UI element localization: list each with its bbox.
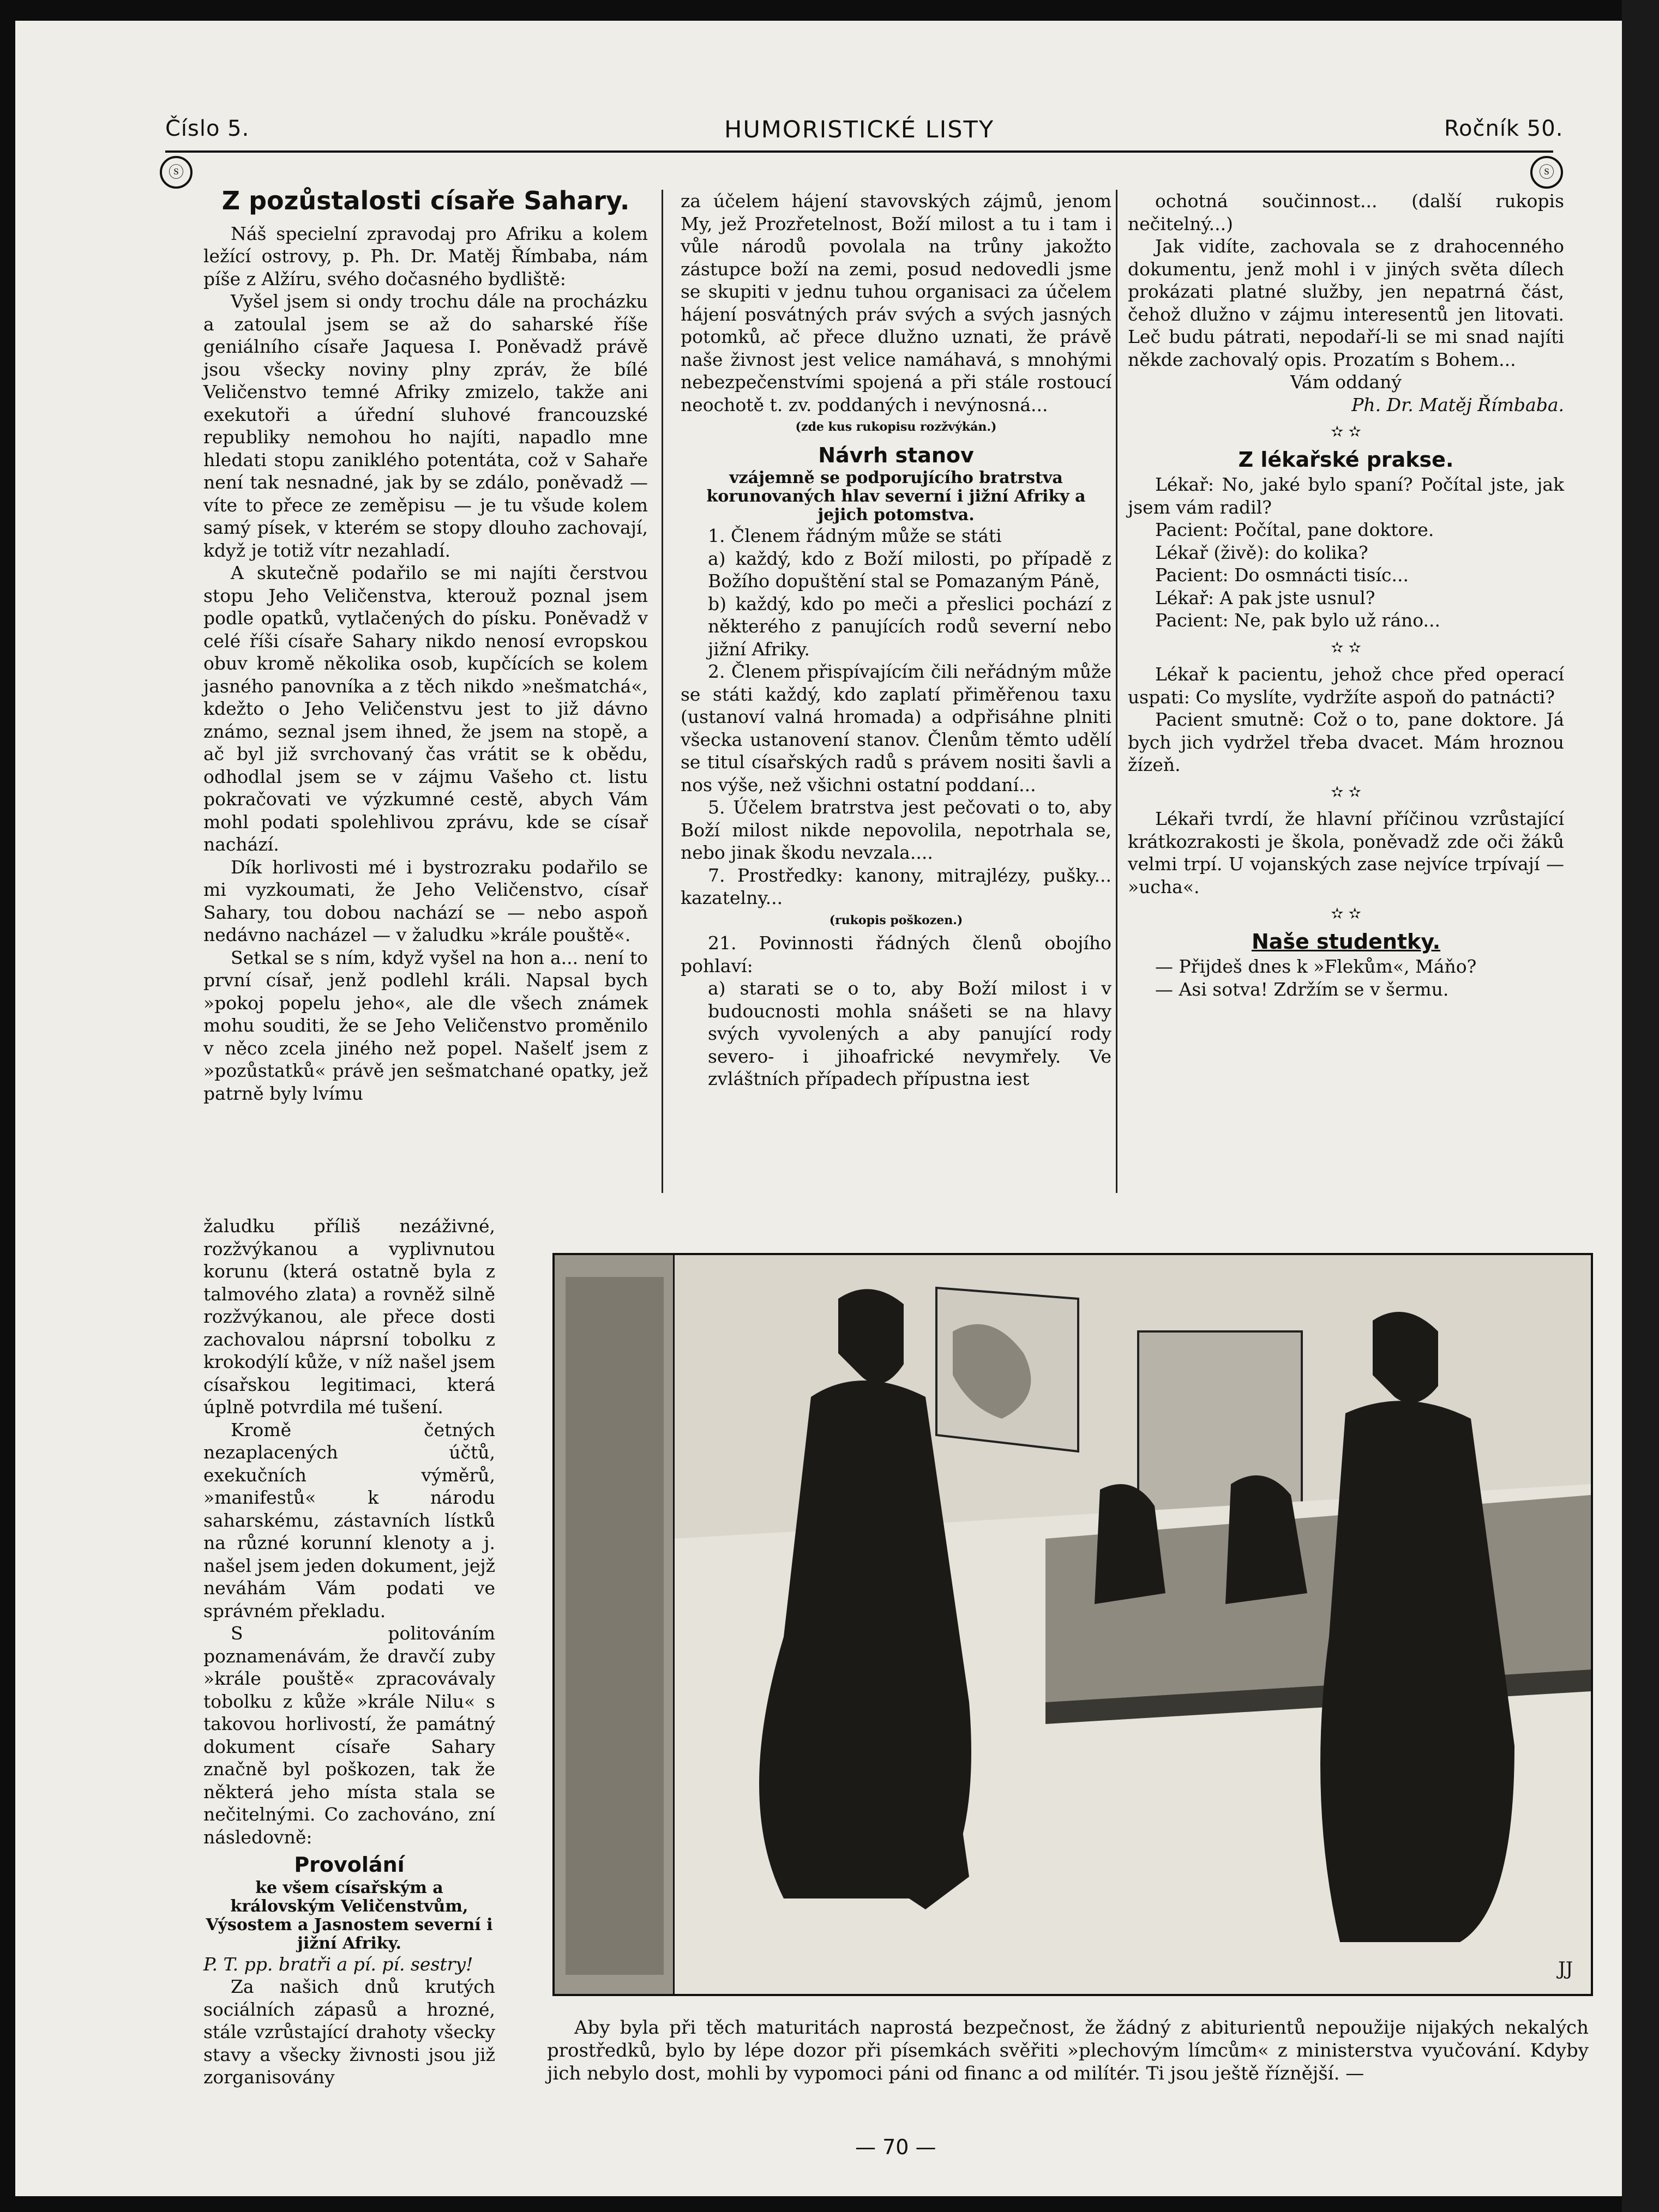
ornament-left-icon: ⓢ	[160, 156, 193, 189]
students-title: Naše studentky.	[1251, 929, 1441, 954]
proclamation-subtitle: ke všem císařským a královským Veličenstvům, Výsostem a Jasnostem severní i jižní Afriky.	[206, 1878, 493, 1953]
article-paragraph: A skutečně podařilo se mi najíti čerstvou stopu Jeho Veličenstva, kterouž poznal jsem podle opatků, vytlačených do písku. Poněvadž v celé říši císaře Sahary nikdo nenosí evropskou obuv kromě několika osob, kupčících se kolem jasného panovníka a z těch nikdo »nešmatchá«, kdežto o Jeho Veličenstvu jest to již dávno známo, seznal jsem ihned, že jsem na stopě, a ač byl již svrchovaný čas vrátit se k obědu, odhodlal jsem se v zájmu Vašeho ct. listu pokračovati ve výzkumné cestě, abych Vám mohl podati spolehlivou zprávu, kde se císař nachází.	[203, 562, 648, 855]
dialogue-line: Pacient: Počítal, pane doktore.	[1155, 519, 1434, 540]
volume-number: Ročník 50.	[1444, 116, 1564, 141]
proclamation-greeting: P. T. pp. bratři a pí. pí. sestry!	[203, 1953, 473, 1975]
article-paragraph: Kromě četných nezaplacených účtů, exekučních výměrů, »manifestů« k národu saharskému, zástavních lístků na různé korunní klenoty a j. našel jsem jeden dokument, jejž neváhám Vám podati ve správném překladu.	[203, 1419, 496, 1622]
joke-paragraph: Pacient smutně: Což o to, pane doktore. Já bych jich vydržel třeba dvacet. Mám hroznou žízeň.	[1128, 709, 1564, 775]
statutes-subtitle: vzájemně se podporujícího bratrstva korunovaných hlav severní i jižní Afriky a jejich potomstva.	[706, 468, 1086, 525]
article-title: Z pozůstalosti císaře Sahary.	[221, 186, 630, 215]
ornament-right-icon: ⓢ	[1530, 156, 1563, 189]
letter-signature: Ph. Dr. Matěj Římbaba.	[1351, 394, 1564, 415]
article-paragraph: Vyšel jsem si ondy trochu dále na procházku a zatoulal jsem se až do saharské říše geniálního císaře Jaquesa I. Poněvadž právě jsou všecky noviny plny zpráv, že bílé Veličenstvo temné Afriky zmizelo, takže ani exekutoři a úřední sluhové francouzské republiky nemohou ho najíti, napadlo mne hledati stopu zaniklého potentáta, což v Sahaře není tak nesnadné, jak by se zdálo, poněvadž — víte to přece ze zeměpisu — je tu všude kolem samý písek, v kterém se stopy dlouho zachovají, když je totiž vítr nezahladí.	[203, 291, 648, 561]
column-divider-1	[662, 190, 663, 1193]
illustration-caption	[547, 2016, 1589, 2085]
dialogue-line: — Přijdeš dnes k »Flekům«, Máňo?	[1155, 956, 1477, 977]
joke-paragraph: Lékaři tvrdí, že hlavní příčinou vzrůstající krátkozrakosti je škola, poněvadž zde oči žáků velmi trpí. U vojanských zase nejvíce trpívají — »ucha«.	[1128, 808, 1564, 897]
dialogue-line: — Asi sotva! Zdržím se v šermu.	[1155, 978, 1449, 1000]
letter-closing: Vám oddaný	[1290, 371, 1402, 393]
page-number: — 70 —	[855, 2135, 936, 2159]
article-paragraph: S politováním poznamenávám, že dravčí zuby »krále pouště« zpracovávaly tobolku z kůže »krále Nilu« s takovou horlivostí, že památný dokument císaře Sahary značně byl poškozen, tak že některá jeho místa stala se nečitelnými. Co zachováno, zní následovně:	[203, 1623, 495, 1848]
article-paragraph: za účelem hájení stavovských zájmů, jenom My, jež Prozřetelnost, Boží milost a tu i tam i vůle národů povolala na trůny jakožto zástupce boží na zemi, posud nedovedli jsme se skupiti v jednu tuhou organisaci za účelem hájení posvátných práv svých a svých jasných potomků, ač přece dlužno uznati, že právě naše živnost jest velice namáhavá, s mnohými nebezpečenstvími spojená a při stále rostoucí neochotě t. zv. poddaných i nevýnosná...	[681, 190, 1111, 415]
editor-note: (rukopis poškozen.)	[829, 913, 963, 927]
dialogue-line: Pacient: Do osmnácti tisíc...	[1155, 564, 1409, 586]
separator-stars-icon: ✫ ✫	[1331, 638, 1361, 656]
article-sahara-column	[203, 186, 648, 1105]
dialogue-line: Lékař: No, jaké bylo spaní? Počítal jste, jak jsem vám radil?	[1128, 474, 1564, 518]
separator-stars-icon: ✫ ✫	[1331, 782, 1361, 801]
joke-paragraph: Lékař k pacientu, jehož chce před operací uspati: Co myslíte, vydržíte aspoň do patnácti?	[1128, 664, 1564, 708]
article-paragraph: ochotná součinnost... (další rukopis nečitelný...)	[1128, 190, 1564, 234]
statute-item: 2. Členem přispívajícím čili neřádným může se státi každý, kdo zaplatí přiměřenou taxu (ustanoví valná hromada) a odpřisáhne plniti všecka ustanovení stanov. Členům těmto udělí se titul císařských radů s právem nositi šavli a nos výše, než všichni ostatní poddaní...	[681, 661, 1111, 795]
statute-subitem: b) každý, kdo po meči a přeslici pochází z některého z panujících rodů severní nebo jižní Afriky.	[708, 593, 1111, 660]
statute-item: 1. Členem řádným může se státi	[708, 525, 1002, 546]
dialogue-line: Pacient: Ne, pak bylo už ráno...	[1155, 610, 1441, 631]
statute-subitem: a) každý, kdo z Boží milosti, po případě z Božího dopuštění stal se Pomazaným Páně,	[708, 547, 1111, 592]
masthead-title: HUMORISTICKÉ LISTY	[724, 116, 995, 143]
classroom-illustration	[552, 1253, 1593, 1996]
article-paragraph: Jak vidíte, zachovala se z drahocenného dokumentu, jenž mohl i v jiných světa dílech prokázati platné služby, jen nepatrná část, čehož dlužno v zájmu interesentů jen litovati. Leč budu pátrati, nepodaří-li se mi snad najíti někde zachovalý opis. Prozatím s Bohem...	[1128, 236, 1564, 370]
article-sahara-continued	[203, 1215, 495, 2089]
caption-text: Aby byla při těch maturitách naprostá bezpečnost, že žádný z abiturientů nepoužije nijakých nekalých prostředků, bylo by lépe dozor při písemkách svěřiti »plechovým límcům« z ministerstva vyučování. Kdyby jich nebylo dost, mohli by vypomoci páni od financ a od milítér. Ti jsou ještě říznější. —	[547, 2017, 1589, 2084]
editor-note: (zde kus rukopisu rozžvýkán.)	[795, 420, 997, 434]
statute-item: 21. Povinnosti řádných členů obojího pohlaví:	[681, 932, 1111, 977]
article-paragraph: Za našich dnů krutých sociálních zápasů a hrozné, stále vzrůstající drahoty všecky stavy a všecky živnosti jsou již zorganisovány	[203, 1976, 495, 2088]
separator-stars-icon: ✫ ✫	[1331, 905, 1361, 923]
statute-item: 7. Prostředky: kanony, mitrajlézy, pušky... kazatelny...	[681, 864, 1111, 908]
statutes-column	[681, 190, 1111, 1090]
article-paragraph: Setkal se s ním, když vyšel na hon a... není to první císař, jenž podlehl králi. Napsal bych »pokoj popelu jeho«, ale dle všech známek mohu souditi, že se Jeho Veličenstvo proměnilo v něco zcela jiného než popel. Našelť jsem z »pozůstatků« právě jen sešmatchané opatky, jež patrně byly lvímu	[203, 947, 648, 1104]
medical-jokes-title: Z lékařské prakse.	[1238, 447, 1454, 472]
artist-monogram: JJ	[1558, 1958, 1573, 1980]
article-paragraph: Náš specielní zpravodaj pro Afriku a kolem ležící ostrovy, p. Ph. Dr. Matěj Římbaba, nám píše z Alžíru, svého dočasného bydliště:	[203, 222, 648, 290]
third-column	[1128, 190, 1564, 1000]
column-divider-2	[1116, 190, 1117, 1193]
article-paragraph: žaludku příliš nezáživné, rozžvýkanou a vyplivnutou korunu (která ostatně byla z talmového zlata) a rovněž silně rozžvýkanou, ale přece dosti zachovalou náprsní tobolku z krokodýlí kůže, v níž našel jsem císařskou legitimaci, která úplně potvrdila mé tušení.	[203, 1215, 495, 1418]
issue-number: Číslo 5.	[165, 116, 250, 141]
proclamation-title: Provolání	[294, 1853, 405, 1877]
statute-item: 5. Účelem bratrstva jest pečovati o to, aby Boží milost nikde nepovolila, nepotrhala se, nebo jinak škodu nevzala....	[681, 797, 1111, 863]
separator-stars-icon: ✫ ✫	[1331, 423, 1361, 441]
statute-subitem: a) starati se o to, aby Boží milost i v budoucnosti mohla snášeti se na hlavy svých vyvolených a aby panující rody severo- i jihoafrické nevymřely. Ve zvláštních případech přípustna iest	[708, 978, 1111, 1089]
classroom-drawing	[555, 1255, 1591, 1994]
newspaper-page	[15, 21, 1622, 2196]
dialogue-line: Lékař: A pak jste usnul?	[1155, 587, 1375, 608]
header-rule	[165, 150, 1553, 153]
statutes-title: Návrh stanov	[818, 443, 974, 467]
scan-edge	[1622, 0, 1659, 2212]
article-paragraph: Dík horlivosti mé i bystrozraku podařilo se mi vyzkoumati, že Jeho Veličenstvo, císař Sahary, tou dobou nachází se — nebo aspoň nedávno nacházel — v žaludku »krále pouště«.	[203, 856, 648, 945]
dialogue-line: Lékař (živě): do kolika?	[1155, 541, 1368, 563]
